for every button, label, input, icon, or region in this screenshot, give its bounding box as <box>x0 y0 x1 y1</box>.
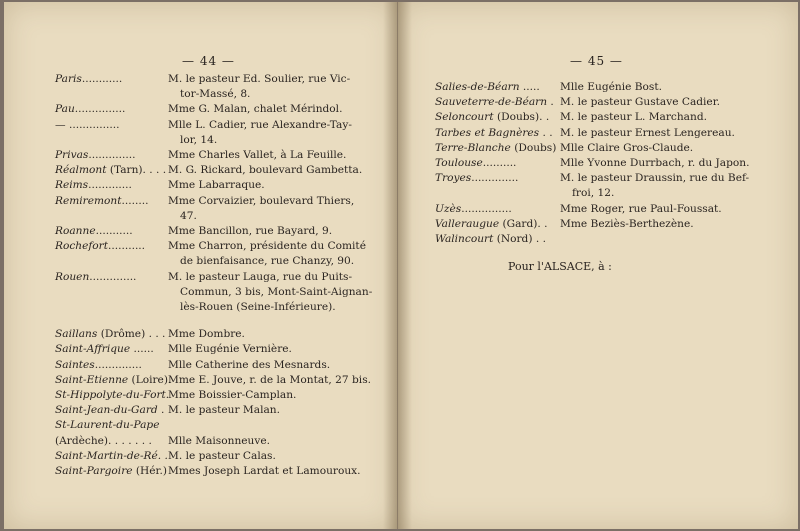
place-qualifier: (Gard). . <box>499 217 548 230</box>
entry-place <box>55 373 172 388</box>
person-text: M. le pasteur Calas. <box>168 449 276 462</box>
person-text: Mme Charron, présidente du Comité <box>168 240 366 253</box>
leader-dots: ............ <box>81 73 123 85</box>
place-name: Saint-Martin-de-Ré. . <box>55 449 168 462</box>
person-text: M. le pasteur Gustave Cadier. <box>560 96 720 109</box>
directory-entry <box>55 178 375 193</box>
place-name: Sauveterre-de-Béarn <box>435 96 548 109</box>
entry-person <box>557 110 765 125</box>
leader-dots: .......... <box>482 157 517 170</box>
entry-place <box>55 178 165 193</box>
directory-entry <box>55 403 375 418</box>
person-text: M. le pasteur Malan. <box>168 404 280 417</box>
entry-person <box>165 102 375 117</box>
right-page <box>398 2 798 529</box>
entry-place <box>55 239 165 254</box>
place-name: Troyes <box>435 172 472 185</box>
person-text: Mlle Eugénie Bost. <box>560 81 662 93</box>
leader-dots: ..... <box>519 81 540 93</box>
place-qualifier: (Nord) . . <box>493 233 546 246</box>
entry-person <box>165 239 375 269</box>
page-number: — 44 — <box>182 54 235 68</box>
entry-place <box>55 327 165 342</box>
page-number: — 45 — <box>570 54 623 68</box>
person-text: M. G. Rickard, boulevard Gambetta. <box>168 164 363 177</box>
place-name: Toulouse <box>435 157 483 170</box>
place-name: Rouen <box>55 270 90 283</box>
place-name: St-Hippolyte-du-Fort. <box>55 389 170 402</box>
entry-place <box>435 80 557 95</box>
leader-dots: ........... <box>95 225 133 238</box>
entry-person <box>557 156 765 171</box>
place-name: — <box>55 118 66 131</box>
directory-entry <box>55 434 375 449</box>
place-name: Saint-Affrique <box>55 343 131 356</box>
person-text-continuation: tor-Massé, 8. <box>180 88 251 101</box>
person-text: Mme G. Malan, chalet Mérindol. <box>168 103 343 116</box>
person-text: Mme Corvaizier, boulevard Thiers, <box>168 194 355 207</box>
entry-place <box>55 163 165 178</box>
person-text: Mme Roger, rue Paul-Foussat. <box>560 202 722 215</box>
person-text: Mlle L. Cadier, rue Alexandre-Tay- <box>168 118 352 131</box>
place-name: Saint-Pargoire <box>55 465 133 478</box>
person-text-continuation: Commun, 3 bis, Mont-Saint-Aignan- <box>180 285 373 298</box>
place-name: Réalmont <box>55 164 107 177</box>
place-name: Rochefort <box>55 240 108 253</box>
entry-person <box>165 388 375 403</box>
entry-person <box>557 217 765 232</box>
entry-person <box>165 449 375 464</box>
entry-place <box>435 95 557 110</box>
alsace-heading: Pour l'ALSACE, à : <box>508 260 612 273</box>
entry-person <box>165 358 375 373</box>
entry-place <box>55 270 165 285</box>
directory-entry <box>55 72 375 102</box>
place-name: Remiremont <box>55 194 122 207</box>
entry-person <box>557 80 765 95</box>
directory-entry <box>55 358 375 373</box>
entry-person <box>165 373 375 388</box>
person-text: M. le pasteur Draussin, rue du Bef- <box>560 172 750 185</box>
directory-entry <box>435 202 765 217</box>
entry-person <box>557 126 765 141</box>
entry-place <box>435 171 557 186</box>
person-text: Mlle Yvonne Durrbach, r. du Japon. <box>560 157 750 170</box>
entry-person <box>165 72 375 102</box>
entry-place <box>55 449 168 464</box>
directory-entry <box>55 373 375 388</box>
place-qualifier: (Loire). <box>128 373 172 386</box>
person-text: Mme Boissier-Camplan. <box>168 389 297 402</box>
place-name: St-Laurent-du-Pape <box>55 419 160 432</box>
leader-dots: .............. <box>89 270 137 283</box>
leader-dots: . <box>547 96 554 109</box>
person-text: Mme Charles Vallet, à La Feuille. <box>168 149 347 162</box>
place-name: Paris <box>55 73 82 85</box>
entry-place <box>55 224 165 239</box>
entry-person <box>165 270 375 316</box>
place-name: Saillans <box>55 328 98 341</box>
entry-place <box>55 194 165 209</box>
person-text: Mlle Eugénie Vernière. <box>168 343 292 356</box>
entry-place <box>435 126 557 141</box>
directory-entry <box>435 171 765 201</box>
directory-entry <box>435 156 765 171</box>
entry-person <box>165 194 375 224</box>
person-text-continuation: 47. <box>180 209 197 222</box>
entry-place <box>55 403 165 418</box>
directory-entry <box>55 342 375 357</box>
directory-entry <box>55 270 375 316</box>
entry-person <box>557 95 765 110</box>
entry-person <box>557 202 765 217</box>
entry-person <box>165 403 375 418</box>
directory-entry <box>55 418 375 433</box>
place-name: Saintes <box>55 358 95 371</box>
person-text: M. le pasteur Ernest Lengereau. <box>560 126 735 139</box>
leader-dots: ............... <box>461 202 512 215</box>
entry-place <box>55 358 165 373</box>
directory-entry <box>435 141 765 156</box>
person-text: Mme E. Jouve, r. de la Montat, 27 bis. <box>168 373 371 386</box>
directory-entry <box>55 163 375 178</box>
leader-dots: .............. <box>471 172 519 185</box>
directory-entry <box>435 126 765 141</box>
entry-place <box>55 434 165 449</box>
place-name: Saint-Etienne <box>55 373 129 386</box>
directory-entry <box>55 388 375 403</box>
place-name: Salies-de-Béarn <box>435 81 520 93</box>
person-text: Mme Dombre. <box>168 328 245 341</box>
entry-list <box>435 80 765 247</box>
person-text: Mme Labarraque. <box>168 179 265 192</box>
leader-dots: ........ <box>121 194 149 207</box>
left-page <box>4 2 398 529</box>
person-text-continuation: froi, 12. <box>572 187 615 200</box>
directory-entry <box>55 327 375 342</box>
entry-person <box>165 148 375 163</box>
place-qualifier: (Hér.) <box>132 465 167 478</box>
person-text: M. le pasteur Lauga, rue du Puits- <box>168 270 353 283</box>
page-gutter-shadow <box>383 2 397 529</box>
place-qualifier: (Doubs). . <box>493 111 550 124</box>
entry-place <box>55 148 165 163</box>
entry-place <box>435 202 557 217</box>
entry-place <box>55 72 165 87</box>
entry-place <box>55 418 165 433</box>
directory-entry <box>55 102 375 117</box>
person-text: Mme Beziès-Berthezène. <box>560 217 694 230</box>
person-text: Mmes Joseph Lardat et Lamouroux. <box>168 465 361 478</box>
entry-place <box>55 102 165 117</box>
entry-person <box>165 163 375 178</box>
person-text: Mlle Maisonneuve. <box>168 434 270 447</box>
place-qualifier: (Doubs) <box>510 141 557 154</box>
place-name: Reims <box>55 179 89 192</box>
place-qualifier: (Tarn). . . . <box>106 164 167 177</box>
directory-entry <box>435 217 765 232</box>
place-name: Valleraugue <box>435 217 500 230</box>
directory-entry <box>55 148 375 163</box>
place-qualifier: (Drôme) . . . <box>97 328 166 341</box>
directory-entry <box>435 110 765 125</box>
place-name: Tarbes et Bagnères <box>435 126 540 139</box>
entry-place <box>435 217 557 232</box>
directory-entry <box>55 224 375 239</box>
person-text: M. le pasteur Ed. Soulier, rue Vic- <box>168 73 351 85</box>
place-name: Roanne <box>55 225 96 238</box>
entry-place <box>55 464 165 479</box>
leader-dots: ............... <box>65 118 120 131</box>
person-text: Mlle Claire Gros-Claude. <box>560 141 694 154</box>
entry-place <box>55 342 165 357</box>
place-name: Uzès <box>435 202 462 215</box>
entry-place <box>435 156 557 171</box>
directory-entry <box>435 232 765 247</box>
person-text: Mlle Catherine des Mesnards. <box>168 358 331 371</box>
entry-person <box>557 171 765 201</box>
entry-person <box>165 434 375 449</box>
person-text-continuation: lès-Rouen (Seine-Inférieure). <box>180 301 336 314</box>
entry-person <box>165 118 375 148</box>
page-gutter-shadow <box>398 2 412 529</box>
leader-dots: .............. <box>94 358 142 371</box>
place-name: Seloncourt <box>435 111 494 124</box>
entry-place <box>435 110 557 125</box>
entry-place <box>55 388 170 403</box>
directory-entry <box>55 464 375 479</box>
leader-dots: ............... <box>74 103 126 116</box>
directory-entry <box>55 239 375 269</box>
entry-place <box>435 232 557 247</box>
directory-entry <box>435 80 765 95</box>
leader-dots: ...... <box>130 343 154 356</box>
directory-entry <box>435 95 765 110</box>
person-text-continuation: de bienfaisance, rue Chanzy, 90. <box>180 255 355 268</box>
entry-place <box>435 141 557 156</box>
person-text-continuation: lor, 14. <box>180 133 218 146</box>
leader-dots: .............. <box>88 149 136 162</box>
entry-person <box>165 327 375 342</box>
leader-dots: ............. <box>88 179 132 192</box>
entry-person <box>165 464 375 479</box>
entry-person <box>165 342 375 357</box>
directory-entry <box>55 118 375 148</box>
place-qualifier: (Ardèche). . . . . . . <box>55 434 152 447</box>
leader-dots: ........... <box>108 240 146 253</box>
book-spread <box>4 2 798 529</box>
place-name: Walincourt <box>435 233 494 246</box>
person-text: M. le pasteur L. Marchand. <box>560 111 707 124</box>
directory-entry <box>55 449 375 464</box>
place-name: Privas <box>55 149 89 162</box>
entry-place <box>55 118 165 133</box>
entry-person <box>557 141 765 156</box>
place-name: Pau <box>55 103 75 116</box>
entry-person <box>165 224 375 239</box>
entry-list <box>55 72 375 479</box>
place-name: Terre-Blanche <box>435 141 511 154</box>
place-name: Saint-Jean-du-Gard . <box>55 404 165 417</box>
entry-person <box>165 178 375 193</box>
person-text: Mme Bancillon, rue Bayard, 9. <box>168 225 333 238</box>
leader-dots: . . <box>539 126 553 139</box>
directory-entry <box>55 194 375 224</box>
